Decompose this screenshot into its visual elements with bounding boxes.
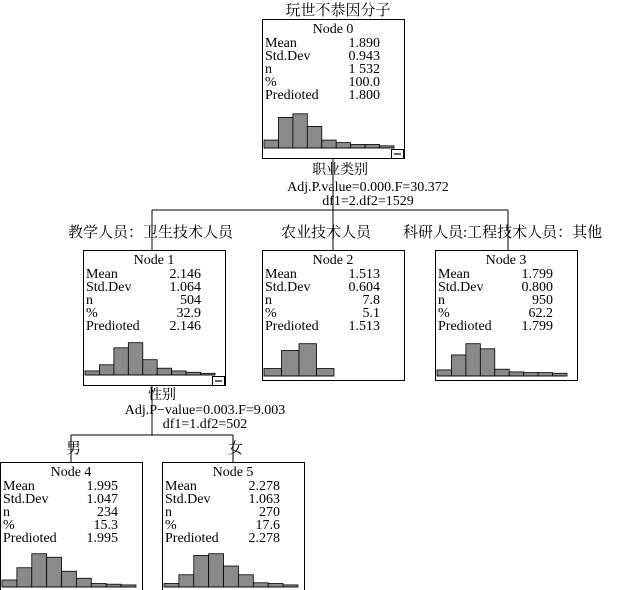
stat-value: 1.064 [169, 280, 201, 295]
stat-label: n [265, 293, 272, 308]
histogram-bar [466, 344, 480, 376]
stat-value: 950 [532, 293, 553, 308]
histogram-bar [106, 584, 121, 587]
stat-label: % [165, 518, 177, 533]
stat-value: 1.513 [348, 319, 380, 334]
stat-label: Prediοted [165, 531, 219, 546]
stat-label: Std.Dev [3, 492, 49, 507]
stat-label: n [165, 505, 172, 520]
split-variable-0: 职业类别 [312, 163, 368, 178]
stat-label: % [3, 518, 15, 533]
stat-value: 1.513 [348, 267, 380, 282]
histogram-bar [322, 140, 336, 148]
stat-value: 15.3 [93, 518, 118, 533]
stat-value: 100.0 [348, 75, 380, 90]
histogram-bar [282, 351, 300, 377]
node-0[interactable] [263, 20, 405, 159]
histogram-bar [85, 371, 99, 375]
stat-label: Std.Dev [265, 49, 311, 64]
histogram-bar [365, 144, 379, 148]
histogram-bar [179, 575, 194, 587]
stat-value: 1.890 [348, 36, 380, 51]
stat-value: 504 [180, 293, 201, 308]
histogram-bar [17, 568, 32, 587]
histogram-bar [62, 571, 77, 587]
histogram-bar [186, 372, 200, 375]
branch-label-node3: 科研人员:工程技术人员：其他 [403, 225, 603, 241]
node-4[interactable] [1, 463, 143, 590]
split-stat-1a: Adj.P−value=0.003.F=9.003 [124, 403, 286, 418]
stat-value: 1.063 [248, 492, 280, 507]
histogram-bar [495, 369, 509, 376]
histogram-bar [299, 344, 317, 376]
stat-value: 0.800 [521, 280, 553, 295]
node-1[interactable] [84, 251, 226, 386]
histogram-bar [437, 370, 451, 376]
histogram-bar [293, 114, 307, 148]
histogram-bar [253, 583, 268, 587]
stat-value: 1.799 [521, 267, 553, 282]
stat-label: Std.Dev [438, 280, 484, 295]
stat-label: Mean [165, 479, 197, 494]
stat-value: 1.995 [86, 531, 118, 546]
tree-title: 玩世不恭因分子 [285, 3, 391, 19]
histogram-bar [480, 349, 494, 376]
node-5[interactable] [163, 463, 305, 590]
stat-label: Prediοted [3, 531, 57, 546]
split-stat-0b: df1=2.df2=1529 [322, 194, 414, 209]
stat-label: Mean [438, 267, 470, 282]
stat-value: 17.6 [255, 518, 280, 533]
histogram-bar [553, 373, 567, 376]
node-title: Node 5 [212, 465, 254, 480]
stat-label: n [438, 293, 445, 308]
stat-value: 2.146 [169, 319, 201, 334]
histogram-bar [268, 584, 283, 588]
stat-value: 1 532 [348, 62, 380, 77]
branch-label-node2: 农业技术人员 [281, 225, 372, 241]
stat-value: 2.278 [248, 531, 280, 546]
histogram-bar [114, 348, 128, 375]
histogram-bar [238, 575, 253, 587]
node-3[interactable] [436, 251, 578, 381]
histogram-bar [524, 373, 538, 376]
histogram-bar [91, 584, 106, 588]
histogram-bar [194, 556, 209, 588]
stat-label: % [265, 306, 277, 321]
histogram-bar [509, 372, 523, 376]
stat-value: 1.800 [348, 88, 380, 103]
histogram-bar [336, 143, 350, 148]
histogram-bar [128, 343, 142, 375]
stat-label: Mean [265, 36, 297, 51]
stat-label: Mean [265, 267, 297, 282]
histogram-bar [209, 554, 224, 587]
stat-label: Prediοted [265, 88, 319, 103]
split-stat-0a: Adj.P.value=0.000.F=30.372 [287, 180, 449, 195]
histogram-bar [172, 371, 186, 375]
branch-label-node1: 教学人员：卫生技术人员 [68, 225, 234, 241]
collapse-toggle[interactable] [392, 150, 404, 159]
stat-value: 270 [259, 505, 280, 520]
histogram-bar [99, 365, 113, 375]
split-stat-1b: df1=1.df2=502 [162, 417, 248, 432]
stat-label: Mean [86, 267, 118, 282]
node-title: Node 4 [50, 465, 92, 480]
node-title: Node 2 [312, 253, 354, 268]
stat-label: Std.Dev [86, 280, 132, 295]
stat-value: 62.2 [528, 306, 553, 321]
stat-label: n [265, 62, 272, 77]
node-title: Node 3 [485, 253, 527, 268]
histogram-bar [538, 373, 552, 376]
split-variable-1: 性别 [148, 388, 176, 403]
stat-value: 2.146 [169, 267, 201, 282]
stat-label: Std.Dev [165, 492, 211, 507]
stat-label: % [265, 75, 277, 90]
histogram-bar [278, 117, 292, 148]
stat-value: 1.047 [86, 492, 118, 507]
histogram-bar [32, 554, 47, 587]
collapse-toggle[interactable] [213, 377, 225, 386]
stat-label: Prediοted [86, 319, 140, 334]
histogram-bar [451, 355, 465, 376]
stat-label: % [438, 306, 450, 321]
stat-label: n [3, 505, 10, 520]
histogram-bar [224, 566, 239, 587]
stat-value: 0.604 [348, 280, 380, 295]
node-title: Node 0 [312, 22, 354, 37]
histogram-bar [307, 126, 321, 148]
histogram-bar [264, 369, 282, 376]
stat-value: 234 [97, 505, 118, 520]
histogram-bar [317, 369, 335, 376]
stat-value: 0.943 [348, 49, 380, 64]
nodes-layer [1, 20, 578, 590]
stat-label: Std.Dev [265, 280, 311, 295]
stat-label: n [86, 293, 93, 308]
stat-value: 1.799 [521, 319, 553, 334]
stat-value: 2.278 [248, 479, 280, 494]
stat-label: Prediοted [438, 319, 492, 334]
branch-label-node5: 女 [228, 441, 244, 457]
histogram-bar [143, 360, 157, 375]
histogram-bar [157, 368, 171, 375]
stat-label: % [86, 306, 98, 321]
stat-label: Mean [3, 479, 35, 494]
stat-label: Prediοted [265, 319, 319, 334]
histogram-bar [47, 557, 62, 587]
histogram-bar [264, 140, 278, 148]
node-2[interactable] [263, 251, 405, 381]
histogram-bar [351, 144, 365, 148]
node-title: Node 1 [133, 253, 175, 268]
branch-label-node4: 男 [66, 441, 82, 457]
stat-value: 7.8 [362, 293, 380, 308]
histogram-bar [76, 578, 91, 587]
stat-value: 32.9 [176, 306, 201, 321]
stat-value: 5.1 [362, 306, 380, 321]
histogram-bar [2, 580, 17, 587]
histogram-bar [164, 584, 179, 588]
stat-value: 1.995 [86, 479, 118, 494]
